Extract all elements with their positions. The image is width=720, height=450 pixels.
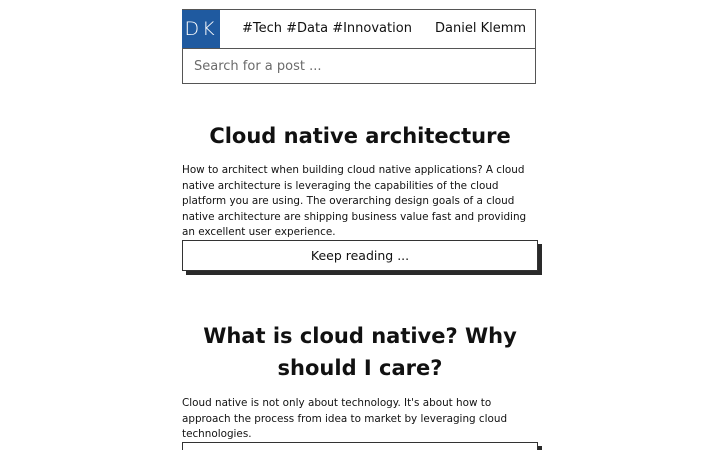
author-link[interactable]: Daniel Klemm <box>435 21 527 36</box>
keep-reading-button[interactable] <box>182 442 538 450</box>
site-header <box>182 9 536 84</box>
post-excerpt: Cloud native is not only about technology. It's about how to approach the process from idea to market by leveraging cloud technologies. <box>182 397 508 440</box>
tags-link[interactable]: #Tech #Data #Innovation <box>242 21 412 36</box>
post-title[interactable]: Cloud native architecture <box>209 124 511 148</box>
site-logo[interactable]: DK <box>182 10 220 48</box>
keep-reading-button[interactable]: Keep reading ... <box>182 240 538 271</box>
post-excerpt: How to architect when building cloud native applications? A cloud native architecture is leveraging the capabilities of the cloud platform you are using. The overarching design goals of a cloud native architecture are shipping business value fast and providing an excellent user experience. <box>182 164 527 238</box>
header-nav <box>183 10 535 49</box>
post-item <box>182 120 538 263</box>
search-input[interactable] <box>183 48 535 84</box>
post-title[interactable]: What is cloud native? Why should I care? <box>203 324 517 380</box>
post-item <box>182 320 538 440</box>
